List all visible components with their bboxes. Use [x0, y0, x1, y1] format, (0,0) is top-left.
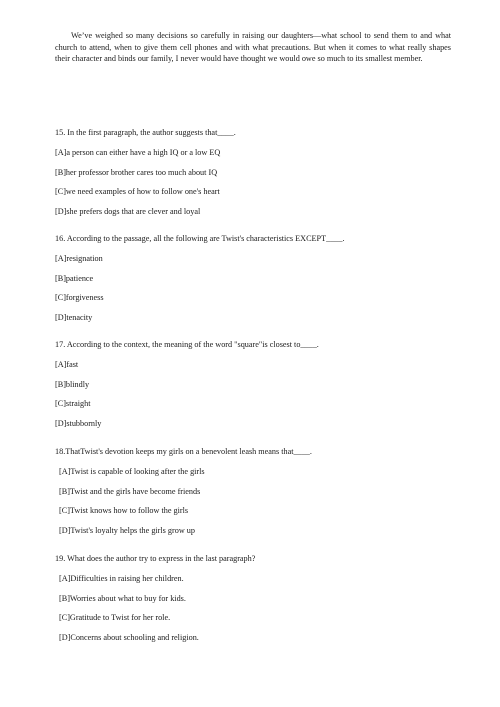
option-b: [B]patience	[55, 273, 94, 283]
option-d: [D]Concerns about schooling and religion.	[59, 633, 199, 643]
option-c: [C]forgiveness	[55, 293, 104, 303]
option-d: [D]she prefers dogs that are clever and loyal	[55, 207, 201, 217]
question-19	[55, 553, 451, 644]
option-a: [A]fast	[55, 359, 79, 369]
option-c: [C]straight	[55, 399, 91, 409]
option-a: [A]Difficulties in raising her children.	[59, 573, 184, 583]
option-d: [D]tenacity	[55, 313, 93, 323]
question-stem: 16. According to the passage, all the following are Twist's characteristics EXCEPT____.	[55, 234, 345, 243]
option-b: [B]Twist and the girls have become friends	[59, 486, 201, 496]
option-a: [A]resignation	[55, 253, 103, 263]
question-stem: 17. According to the context, the meaning of the word "square"is closest to____.	[55, 340, 319, 349]
question-stem: 19. What does the author try to express in the last paragraph?	[55, 554, 256, 563]
question-16	[55, 233, 451, 324]
option-b: [B]blindly	[55, 379, 90, 389]
question-18	[55, 446, 451, 537]
option-c: [C]we need examples of how to follow one's heart	[55, 187, 220, 197]
question-15	[55, 127, 451, 218]
option-d: [D]stubbornly	[55, 419, 102, 429]
intro-paragraph: We’ve weighed so many decisions so carefully in raising our daughters—what school to send them to and what church to attend, when to give them cell phones and with what precautions. But when it comes to what really shapes their character and binds our family, I never would have thought we would owe so much to its smallest member.	[55, 31, 451, 64]
question-stem: 18.ThatTwist's devotion keeps my girls on a benevolent leash means that____.	[55, 447, 312, 456]
question-stem: 15. In the first paragraph, the author suggests that____.	[55, 128, 236, 137]
option-a: [A]a person can either have a high IQ or a low EQ	[55, 147, 221, 157]
option-b: [B]her professor brother cares too much about IQ	[55, 167, 218, 177]
option-c: [C]Twist knows how to follow the girls	[59, 506, 189, 516]
option-b: [B]Worries about what to buy for kids.	[59, 593, 186, 603]
option-d: [D]Twist's loyalty helps the girls grow up	[59, 526, 195, 536]
question-17	[55, 339, 451, 430]
option-a: [A]Twist is capable of looking after the girls	[59, 466, 205, 476]
option-c: [C]Gratitude to Twist for her role.	[59, 613, 171, 623]
